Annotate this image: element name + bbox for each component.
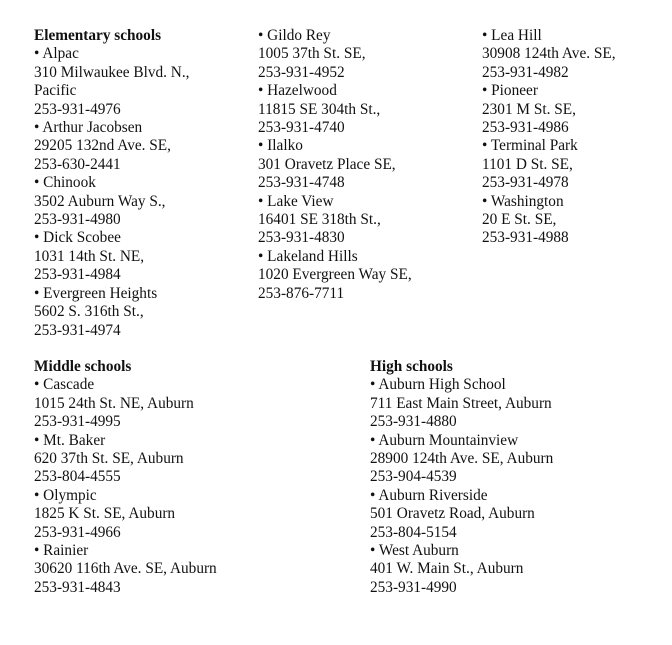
school-name: • Lake View xyxy=(258,192,334,210)
school-name: • Arthur Jacobsen xyxy=(34,119,143,137)
school-address: 2301 M St. SE, xyxy=(482,100,576,118)
school-phone: 253-931-4843 xyxy=(34,578,121,596)
school-phone: 253-804-5154 xyxy=(370,523,457,541)
school-entry xyxy=(34,487,217,542)
school-name: • Gildo Rey xyxy=(258,27,331,44)
school-phone: 253-904-4539 xyxy=(370,468,457,486)
school-name: • Auburn Riverside xyxy=(370,486,488,504)
school-entry xyxy=(34,119,190,174)
school-name: • Chinook xyxy=(34,174,96,192)
school-address: 30620 116th Ave. SE, Auburn xyxy=(34,560,217,578)
school-entry xyxy=(482,82,616,137)
school-address: 1020 Evergreen Way SE, xyxy=(258,266,412,284)
school-address: 1101 D St. SE, xyxy=(482,155,573,173)
school-entry xyxy=(370,542,553,597)
school-name: • Rainier xyxy=(34,542,89,560)
school-entry xyxy=(34,542,217,597)
school-address: 1015 24th St. NE, Auburn xyxy=(34,394,194,412)
school-name: • Dick Scobee xyxy=(34,229,121,247)
school-address: 1005 37th St. SE, xyxy=(258,45,366,63)
school-address: 20 E St. SE, xyxy=(482,211,557,229)
school-address: 28900 124th Ave. SE, Auburn xyxy=(370,450,554,468)
school-entry xyxy=(34,285,190,340)
school-phone: 253-630-2441 xyxy=(34,155,121,173)
school-name: • Cascade xyxy=(34,376,95,394)
school-address: 1031 14th St. NE, xyxy=(34,247,145,265)
school-entry xyxy=(258,27,412,82)
school-phone: 253-804-4555 xyxy=(34,468,121,486)
school-entry xyxy=(370,487,553,542)
school-entry xyxy=(370,376,553,431)
school-city: Pacific xyxy=(34,82,77,100)
school-name: • Olympic xyxy=(34,486,97,504)
high-schools-section xyxy=(370,358,553,597)
school-entry xyxy=(482,27,616,82)
school-address: 301 Oravetz Place SE, xyxy=(258,155,396,173)
high-heading: High schools xyxy=(370,358,453,375)
school-entry xyxy=(34,376,217,431)
school-phone: 253-931-4952 xyxy=(258,63,345,81)
school-phone: 253-931-4995 xyxy=(34,413,121,431)
school-address: 29205 132nd Ave. SE, xyxy=(34,137,171,155)
school-name: • Auburn Mountainview xyxy=(370,431,519,449)
middle-heading: Middle schools xyxy=(34,358,132,375)
middle-schools-section xyxy=(34,358,217,597)
school-address: 501 Oravetz Road, Auburn xyxy=(370,505,535,523)
school-phone: 253-931-4966 xyxy=(34,523,121,541)
school-name: • Auburn High School xyxy=(370,376,506,394)
school-phone: 253-931-4830 xyxy=(258,229,345,247)
school-name: • Pioneer xyxy=(482,82,538,100)
school-name: • Washington xyxy=(482,192,564,210)
elementary-column-1 xyxy=(34,27,190,340)
school-name: • Hazelwood xyxy=(258,82,337,100)
school-address: 711 East Main Street, Auburn xyxy=(370,394,552,412)
school-phone: 253-931-4986 xyxy=(482,119,569,137)
school-address: 310 Milwaukee Blvd. N., xyxy=(34,63,190,81)
school-address: 16401 SE 318th St., xyxy=(258,211,381,229)
school-phone: 253-931-4880 xyxy=(370,413,457,431)
school-address: 30908 124th Ave. SE, xyxy=(482,45,616,63)
school-entry xyxy=(34,432,217,487)
school-entry xyxy=(258,248,412,303)
school-phone: 253-931-4990 xyxy=(370,578,457,596)
school-entry xyxy=(258,193,412,248)
school-entry xyxy=(258,82,412,137)
school-name: • Lakeland Hills xyxy=(258,247,358,265)
school-phone: 253-931-4978 xyxy=(482,174,569,192)
school-entry xyxy=(34,229,190,284)
elementary-heading: Elementary schools xyxy=(34,27,162,44)
school-name: • Ilalko xyxy=(258,137,303,155)
school-phone: 253-931-4748 xyxy=(258,174,345,192)
school-address: 401 W. Main St., Auburn xyxy=(370,560,524,578)
school-entry xyxy=(258,137,412,192)
school-name: • Terminal Park xyxy=(482,137,578,155)
school-name: • Lea Hill xyxy=(482,27,542,44)
school-phone: 253-931-4984 xyxy=(34,266,121,284)
school-name: • Evergreen Heights xyxy=(34,284,158,302)
school-address: 3502 Auburn Way S., xyxy=(34,192,166,210)
school-entry xyxy=(482,137,616,192)
school-entry xyxy=(34,174,190,229)
elementary-column-3 xyxy=(482,27,616,248)
school-phone: 253-931-4988 xyxy=(482,229,569,247)
school-phone: 253-931-4974 xyxy=(34,321,121,339)
school-phone: 253-876-7711 xyxy=(258,284,345,302)
school-address: 11815 SE 304th St., xyxy=(258,100,381,118)
school-phone: 253-931-4980 xyxy=(34,211,121,229)
school-phone: 253-931-4740 xyxy=(258,119,345,137)
school-entry xyxy=(34,45,190,119)
school-name: • Alpac xyxy=(34,45,79,63)
school-name: • West Auburn xyxy=(370,542,459,560)
school-name: • Mt. Baker xyxy=(34,431,106,449)
elementary-column-2 xyxy=(258,27,412,303)
school-phone: 253-931-4982 xyxy=(482,63,569,81)
school-entry xyxy=(482,193,616,248)
school-address: 620 37th St. SE, Auburn xyxy=(34,450,184,468)
school-address: 5602 S. 316th St., xyxy=(34,303,144,321)
school-phone: 253-931-4976 xyxy=(34,100,121,118)
school-entry xyxy=(370,432,553,487)
school-address: 1825 K St. SE, Auburn xyxy=(34,505,176,523)
